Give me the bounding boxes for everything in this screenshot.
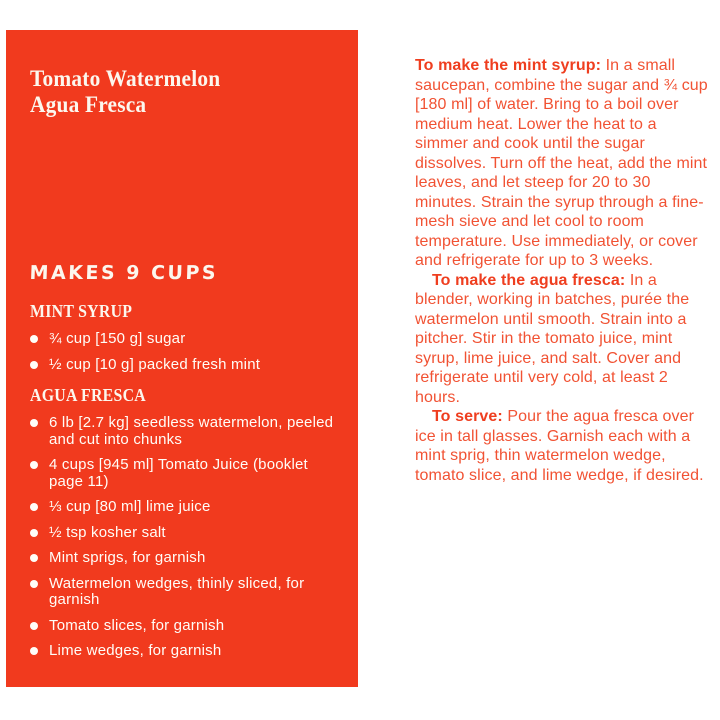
recipe-title-line2: Agua Fresca xyxy=(30,92,147,117)
ingredient-text: 4 cups [945 ml] Tomato Juice (booklet page 11) xyxy=(49,456,308,490)
agua-fresca-ingredient-list xyxy=(30,415,340,660)
ingredients-panel xyxy=(6,30,358,687)
ingredient-text: Watermelon wedges, thinly sliced, for garnish xyxy=(49,574,305,608)
instruction-body: In a blender, working in batches, purée the watermelon until smooth. Strain into a pitcher. Stir in the tomato juice, mint syrup, lime juice, and salt. Cover and refrigerate until very cold, at least 2 hours. xyxy=(415,271,690,406)
mint-syrup-heading: MINT SYRUP xyxy=(30,301,133,321)
ingredient-item xyxy=(30,643,340,660)
ingredient-item xyxy=(30,457,340,490)
ingredient-text: Lime wedges, for garnish xyxy=(49,642,222,659)
recipe-title xyxy=(30,66,318,118)
section-agua-fresca xyxy=(30,385,340,660)
ingredient-item xyxy=(30,525,340,542)
recipe-title-line1: Tomato Watermelon xyxy=(30,66,221,91)
ingredient-item xyxy=(30,357,340,374)
ingredient-text: ½ cup [10 g] packed fresh mint xyxy=(49,355,261,373)
bullet-dot-icon xyxy=(30,335,38,343)
ingredient-item xyxy=(30,576,340,609)
bullet-dot-icon xyxy=(30,461,38,469)
instruction-paragraph-mint-syrup xyxy=(415,56,709,271)
ingredient-text: ¾ cup [150 g] sugar xyxy=(49,330,186,347)
yield-label: MAKES 9 CUPS xyxy=(29,262,219,284)
section-mint-syrup xyxy=(30,301,340,373)
ingredient-text: 6 lb [2.7 kg] seedless watermelon, peeled and cut into chunks xyxy=(49,414,334,448)
ingredient-item xyxy=(30,618,340,635)
instruction-body: In a small saucepan, combine the sugar and ¾ cup [180 ml] of water. Bring to a boil over medium heat. Lower the heat to a simmer and cook until the sugar dissolves. Turn off the heat, add the mint leaves, and let steep for 20 to 30 minutes. Strain the syrup through a fine-mesh sieve and let cool to room temperature. Use immediately, or cover and refrigerate for up to 3 weeks. xyxy=(415,57,708,269)
ingredient-text: ½ tsp kosher salt xyxy=(49,523,166,541)
bullet-dot-icon xyxy=(30,361,38,369)
ingredient-text: Mint sprigs, for garnish xyxy=(49,549,206,566)
bullet-dot-icon xyxy=(30,419,38,427)
instruction-lead: To serve: xyxy=(432,408,503,425)
mint-syrup-ingredient-list xyxy=(30,331,340,373)
bullet-dot-icon xyxy=(30,580,38,588)
ingredient-item xyxy=(30,550,340,567)
bullet-dot-icon xyxy=(30,529,38,537)
bullet-dot-icon xyxy=(30,647,38,655)
agua-fresca-heading: AGUA FRESCA xyxy=(30,385,147,405)
bullet-dot-icon xyxy=(30,554,38,562)
instruction-body: Pour the agua fresca over ice in tall glasses. Garnish each with a mint sprig, thin watermelon wedge, tomato slice, and lime wedge, if desired. xyxy=(415,408,704,484)
instruction-paragraph-serve xyxy=(415,407,709,485)
instructions-column xyxy=(415,56,709,485)
ingredient-item xyxy=(30,331,340,348)
ingredient-text: Tomato slices, for garnish xyxy=(49,616,225,634)
instruction-paragraph-agua-fresca xyxy=(415,271,709,408)
bullet-dot-icon xyxy=(30,622,38,630)
ingredient-item xyxy=(30,415,340,448)
instruction-lead: To make the mint syrup: xyxy=(415,57,602,74)
bullet-dot-icon xyxy=(30,503,38,511)
ingredient-text: ⅓ cup [80 ml] lime juice xyxy=(49,498,211,515)
instruction-lead: To make the agua fresca: xyxy=(432,271,626,289)
ingredient-item xyxy=(30,499,340,516)
